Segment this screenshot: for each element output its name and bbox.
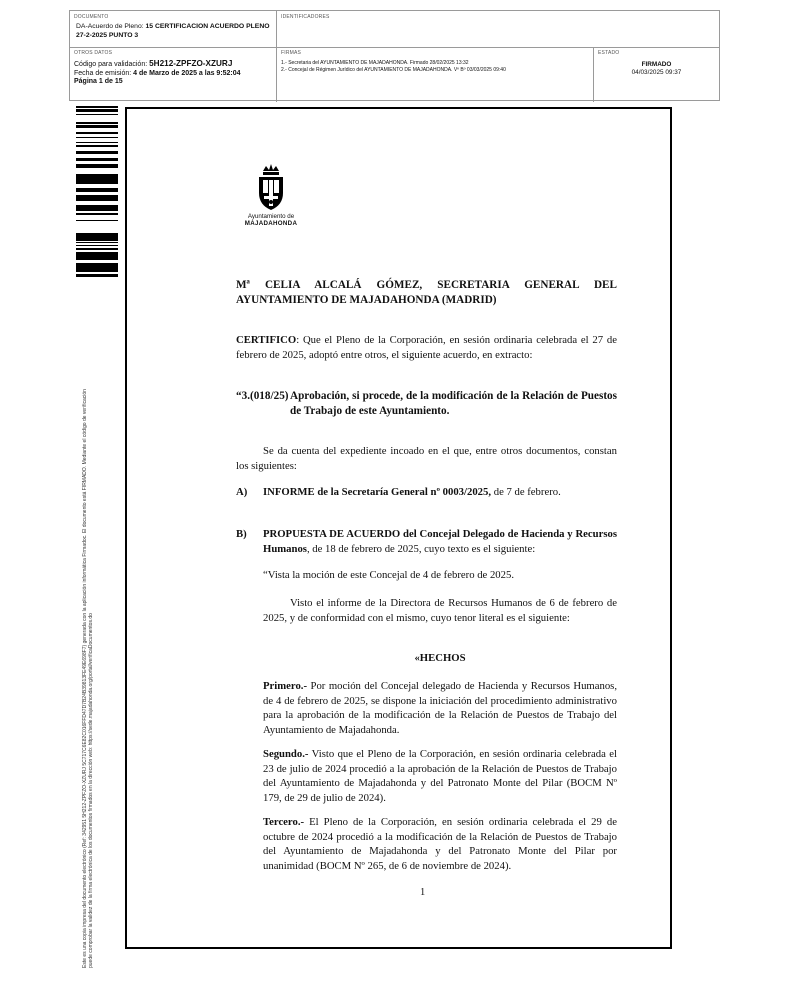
barcode-image [76,106,118,278]
coat-of-arms-icon [253,163,289,211]
barcode-bar [76,233,118,234]
barcode-bar [76,252,118,253]
barcode-bar [76,242,118,243]
hecho-segundo: Segundo.- Visto que el Pleno de la Corporación, en sesión ordinaria celebrada el 23 de julio de 2024 procedió a la aprobación de la Relación de Puestos de Trabajo del Ayuntamiento de Majadahonda y del Patronato Monte del Pilar (BOCM Nº 179, de 29 de julio de 2024). [263,748,617,804]
barcode-bar [76,137,118,138]
identificadores-label: IDENTIFICADORES [281,14,330,20]
signature-2: 2.- Concejal de Régimen Jurídico del AYUNTAMIENTO DE MAJADAHONDA. Vº Bº 03/03/2025 09:40 [281,67,506,73]
vista-paragraph: “Vista la moción de este Concejal de 4 de febrero de 2025. [263,569,515,581]
documento-label: DOCUMENTO [74,14,109,20]
barcode-bar [76,122,118,124]
logo-line1: Ayuntamiento de [247,213,295,220]
barcode-bar [76,109,118,111]
barcode-bar [76,195,118,196]
barcode-bar [76,263,118,265]
barcode-bar [76,210,118,211]
barcode-bar [76,270,118,272]
barcode-bar [76,198,118,200]
status-badge: FIRMADO 04/03/2025 09:37 [631,61,682,76]
logo-line2: MAJADAHONDA [244,220,298,228]
item-a: A) INFORME de la Secretaría General nº 0003/2025, de 7 de febrero. [236,486,561,498]
hecho-tercero: Tercero.- El Pleno de la Corporación, en sesión ordinaria celebrada el 29 de octubre de 2024 procedió a la modificación de la Relación de Puestos de Trabajo del Ayuntamiento de Majadahonda y del Patronato Monte del Pilar por unanimidad (BOCM Nº 265, de 6 de noviembre de 2024). [263,816,617,872]
item-b: B) PROPUESTA DE ACUERDO del Concejal Delegado de Hacienda y Recursos Humanos, de 18 de febrero de 2025, cuyo texto es el siguiente: [236,528,617,555]
barcode-bar [76,213,118,215]
barcode-bar [76,208,118,210]
barcode-bar [76,236,118,238]
signatures-list [281,60,506,74]
intro-paragraph: Se da cuenta del expediente incoado en el que, entre otros documentos, constan los siguientes: [236,445,617,472]
barcode-bar [76,106,118,108]
barcode-bar [76,174,118,175]
barcode-bar [76,142,118,143]
document-header [69,10,720,101]
barcode-bar [76,245,118,246]
hechos-heading: «HECHOS [414,652,466,664]
municipal-logo [236,163,306,227]
document-title: DA-Acuerdo de Pleno: 15 CERTIFICACION ACUERDO PLENO 27-2-2025 PUNTO 3 [76,23,270,39]
hecho-primero: Primero.- Por moción del Concejal delegado de Hacienda y Recursos Humanos, de 4 de febrero de 2025, se dispone la iniciación del procedimiento administrativo para la aprobación de la modificación de la Relación de Puestos de Trabajo del Ayuntamiento de Majadahonda. [263,680,617,736]
barcode-bar [76,248,118,250]
barcode-bar [76,196,118,198]
visto-paragraph: Visto el informe de la Directora de Recursos Humanos de 6 de febrero de 2025, y de conformidad con el mismo, cuyo tenor literal es el siguiente: [263,597,617,624]
barcode-bar [76,258,118,260]
agenda-item [236,389,617,418]
barcode-bar [76,253,118,255]
agenda-item-number: “3.(018/25) [236,390,289,402]
barcode-bar [76,178,118,181]
signature-1: 1.- Secretaria del AYUNTAMIENTO DE MAJADAHONDA. Firmado 28/02/2025 13:32 [281,60,469,66]
issue-date: 4 de Marzo de 2025 a las 9:52:04 [133,69,241,77]
barcode-bar [76,205,118,208]
barcode-bar [76,268,118,270]
barcode-bar [76,158,118,161]
barcode-bar [76,255,118,258]
barcode-bar [76,265,118,268]
agenda-item-title: Aprobación, si procede, de la modificación de la Relación de Puestos de Trabajo de este Ayuntamiento. [290,390,617,417]
barcode-bar [76,166,118,168]
barcode-bar [76,125,118,128]
certifico-paragraph: CERTIFICO: Que el Pleno de la Corporación, en sesión ordinaria celebrada el 27 de febrero de 2025, adoptó entre otros, el siguiente acuerdo, en extracto: [236,334,617,361]
barcode-bar [76,151,118,154]
barcode-bar [76,132,118,134]
barcode-bar [76,188,118,191]
barcode-bar [76,200,118,201]
page-count: Página 1 de 15 [74,78,123,86]
barcode-bar [76,181,118,184]
validation-code[interactable]: 5H212-ZPFZO-XZURJ [149,59,233,68]
otros-datos-label: OTROS DATOS [74,50,113,56]
side-verification-text: Este es una copia impresa del documento electrónico (Ref: 342951 5H212-ZPFZO-XZURJ 5C717C6E82C016FFD47D7B24B39813FE49E698F7) generada con la aplicación informática Firmadoc. El documento está FIRMADO. Mediante el código de verificación puede comprobar la validez de la firma electrónica de los documentos firmados en la dirección web: https://sede.majadahonda.org/portal/verificaDocumentos.do [82,389,95,968]
barcode-bar [76,274,118,277]
barcode-bar [76,146,118,147]
barcode-bar [76,175,118,178]
barcode-bar [76,220,118,221]
barcode-bar [76,238,118,241]
barcode-bar [76,164,118,166]
validation-info: Código para validación: 5H212-ZPFZO-XZURJ Fecha de emisión: 4 de Marzo de 2025 a las 9:52:04 Página 1 de 15 [74,59,241,86]
firmas-label: FIRMAS [281,50,302,56]
estado-label: ESTADO [598,50,620,56]
barcode-bar [76,191,118,192]
barcode-bar [76,234,118,236]
document-heading: Mª CELIA ALCALÁ GÓMEZ, SECRETARIA GENERAL DEL AYUNTAMIENTO DE MAJADAHONDA (MADRID) [236,279,617,306]
barcode-bar [76,111,118,112]
page-number: 1 [420,887,426,898]
barcode-bar [76,145,118,146]
barcode-bar [76,114,118,115]
